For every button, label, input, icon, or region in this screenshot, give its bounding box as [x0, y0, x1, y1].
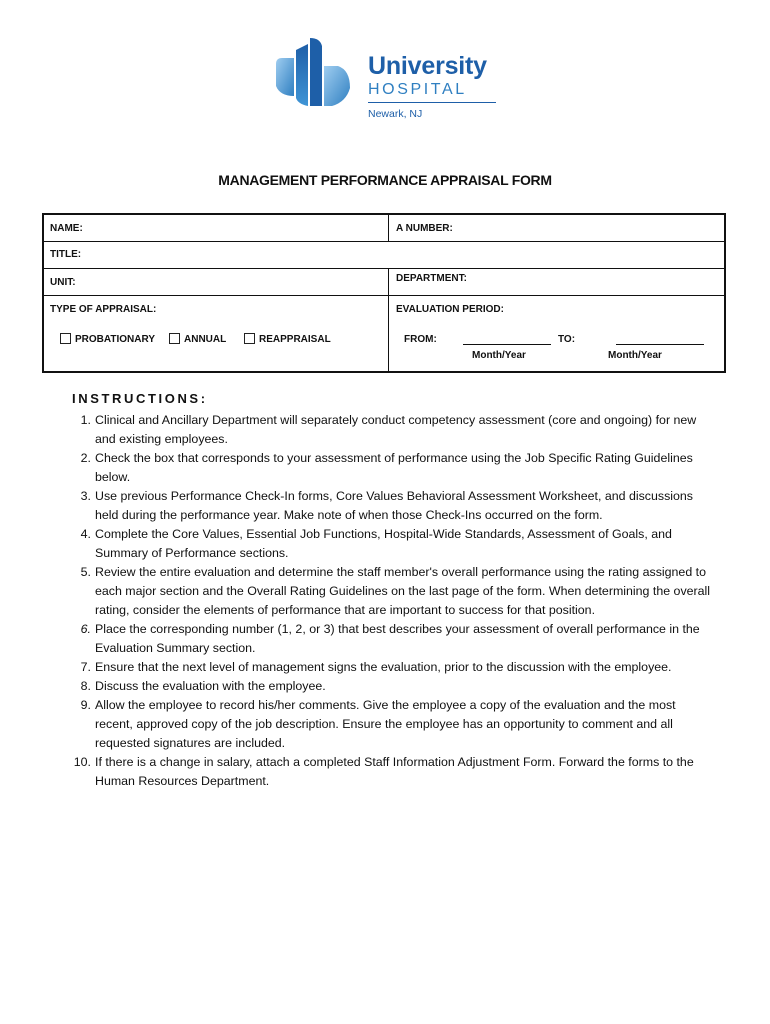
table-row-divider [44, 295, 724, 296]
list-item: 5. Review the entire evaluation and determine the staff member's overall performance using the rating assigned to each major section and the Overall Rating Guidelines on the last page of the form. When determining the overall rating, consider the elements of performance that are important to success for that position. [80, 565, 711, 617]
instruction-text: Discuss the evaluation with the employee. [95, 679, 326, 693]
table-row-divider [44, 241, 724, 242]
table-row-divider [44, 268, 724, 269]
form-title: MANAGEMENT PERFORMANCE APPRAISAL FORM [218, 172, 552, 188]
employee-info-table [42, 213, 726, 373]
instruction-text: Use previous Performance Check-In forms, Core Values Behavioral Assessment Worksheet, and discussions held during the performance year. Make note of when those Check-Ins occurred on the form. [95, 489, 693, 522]
from-date-field[interactable] [463, 334, 551, 348]
reappraisal-label: REAPPRAISAL [259, 334, 331, 345]
instruction-text: Clinical and Ancillary Department will separately conduct competency assessment (core and ongoing) for new and existing employees. [95, 413, 697, 446]
to-date-field[interactable] [616, 334, 704, 348]
logo-mark-icon [272, 36, 352, 108]
list-item: 7. Ensure that the next level of management signs the evaluation, prior to the discussion with the employee. [80, 660, 672, 674]
instructions-heading: INSTRUCTIONS: [72, 391, 208, 406]
a-number-field-label: A NUMBER: [396, 223, 453, 234]
instruction-text: Allow the employee to record his/her comments. Give the employee a copy of the evaluation and the most recent, approved copy of the job description. Ensure the employee has an opportunity to comment and all requested signatures are included. [95, 698, 676, 750]
logo-location: Newark, NJ [368, 108, 423, 120]
instruction-text: Review the entire evaluation and determine the staff member's overall performance using the rating assigned to each major section and the Overall Rating Guidelines on the last page of the form. When determining the overall rating, consider the elements of performance that are important to success for that position. [95, 565, 711, 617]
probationary-label: PROBATIONARY [75, 334, 155, 345]
checkbox-probationary[interactable] [60, 333, 155, 345]
list-item: 1. Clinical and Ancillary Department will separately conduct competency assessment (core and ongoing) for new and existing employees. [80, 413, 697, 446]
table-col-divider [388, 268, 389, 373]
to-label: TO: [558, 334, 576, 345]
checkbox-icon[interactable] [60, 333, 71, 344]
from-month-year-hint: Month/Year [472, 350, 526, 361]
instruction-text: Ensure that the next level of management signs the evaluation, prior to the discussion with the employee. [95, 660, 672, 674]
checkbox-annual[interactable] [169, 333, 226, 345]
name-field-label: NAME: [50, 223, 83, 234]
to-month-year-hint: Month/Year [608, 350, 662, 361]
list-item: 8. Discuss the evaluation with the employee. [80, 679, 326, 693]
table-col-divider [388, 215, 389, 241]
checkbox-icon[interactable] [244, 333, 255, 344]
logo-name-hospital: HOSPITAL [368, 81, 467, 98]
evaluation-period-label: EVALUATION PERIOD: [396, 304, 504, 315]
list-item: 6. Place the corresponding number (1, 2, or 3) that best describes your assessment of overall performance in the Evaluation Summary section. [80, 622, 700, 655]
instruction-text: Check the box that corresponds to your assessment of performance using the Job Specific Rating Guidelines below. [95, 451, 693, 484]
department-field-label: DEPARTMENT: [396, 273, 467, 284]
instruction-text: Complete the Core Values, Essential Job Functions, Hospital-Wide Standards, Assessment of Goals, and Summary of Performance sections. [95, 527, 672, 560]
list-item: 9. Allow the employee to record his/her comments. Give the employee a copy of the evaluation and the most recent, approved copy of the job description. Ensure the employee has an opportunity to comment and all requested signatures are included. [80, 698, 676, 750]
list-item: 2. Check the box that corresponds to your assessment of performance using the Job Specific Rating Guidelines below. [80, 451, 693, 484]
logo-name-university: University [368, 52, 487, 80]
list-item: 4. Complete the Core Values, Essential Job Functions, Hospital-Wide Standards, Assessment of Goals, and Summary of Performance sections. [80, 527, 672, 560]
instructions-list [52, 411, 712, 791]
annual-label: ANNUAL [184, 334, 227, 345]
logo-divider [368, 102, 496, 103]
title-field-label: TITLE: [50, 249, 82, 260]
list-item: 10. If there is a change in salary, attach a completed Staff Information Adjustment Form. Forward the forms to the Human Resources Department. [73, 755, 694, 788]
unit-field-label: UNIT: [50, 277, 76, 288]
hospital-logo [272, 36, 502, 126]
checkbox-icon[interactable] [169, 333, 180, 344]
instruction-text: If there is a change in salary, attach a completed Staff Information Adjustment Form. Forward the forms to the Human Resources Department. [95, 755, 694, 788]
list-item: 3. Use previous Performance Check-In forms, Core Values Behavioral Assessment Worksheet, and discussions held during the performance year. Make note of when those Check-Ins occurred on the form. [80, 489, 693, 522]
appraisal-type-label: TYPE OF APPRAISAL: [50, 304, 157, 315]
from-label: FROM: [404, 334, 437, 345]
checkbox-reappraisal[interactable] [244, 333, 331, 345]
instruction-text: Place the corresponding number (1, 2, or 3) that best describes your assessment of overall performance in the Evaluation Summary section. [95, 622, 700, 655]
